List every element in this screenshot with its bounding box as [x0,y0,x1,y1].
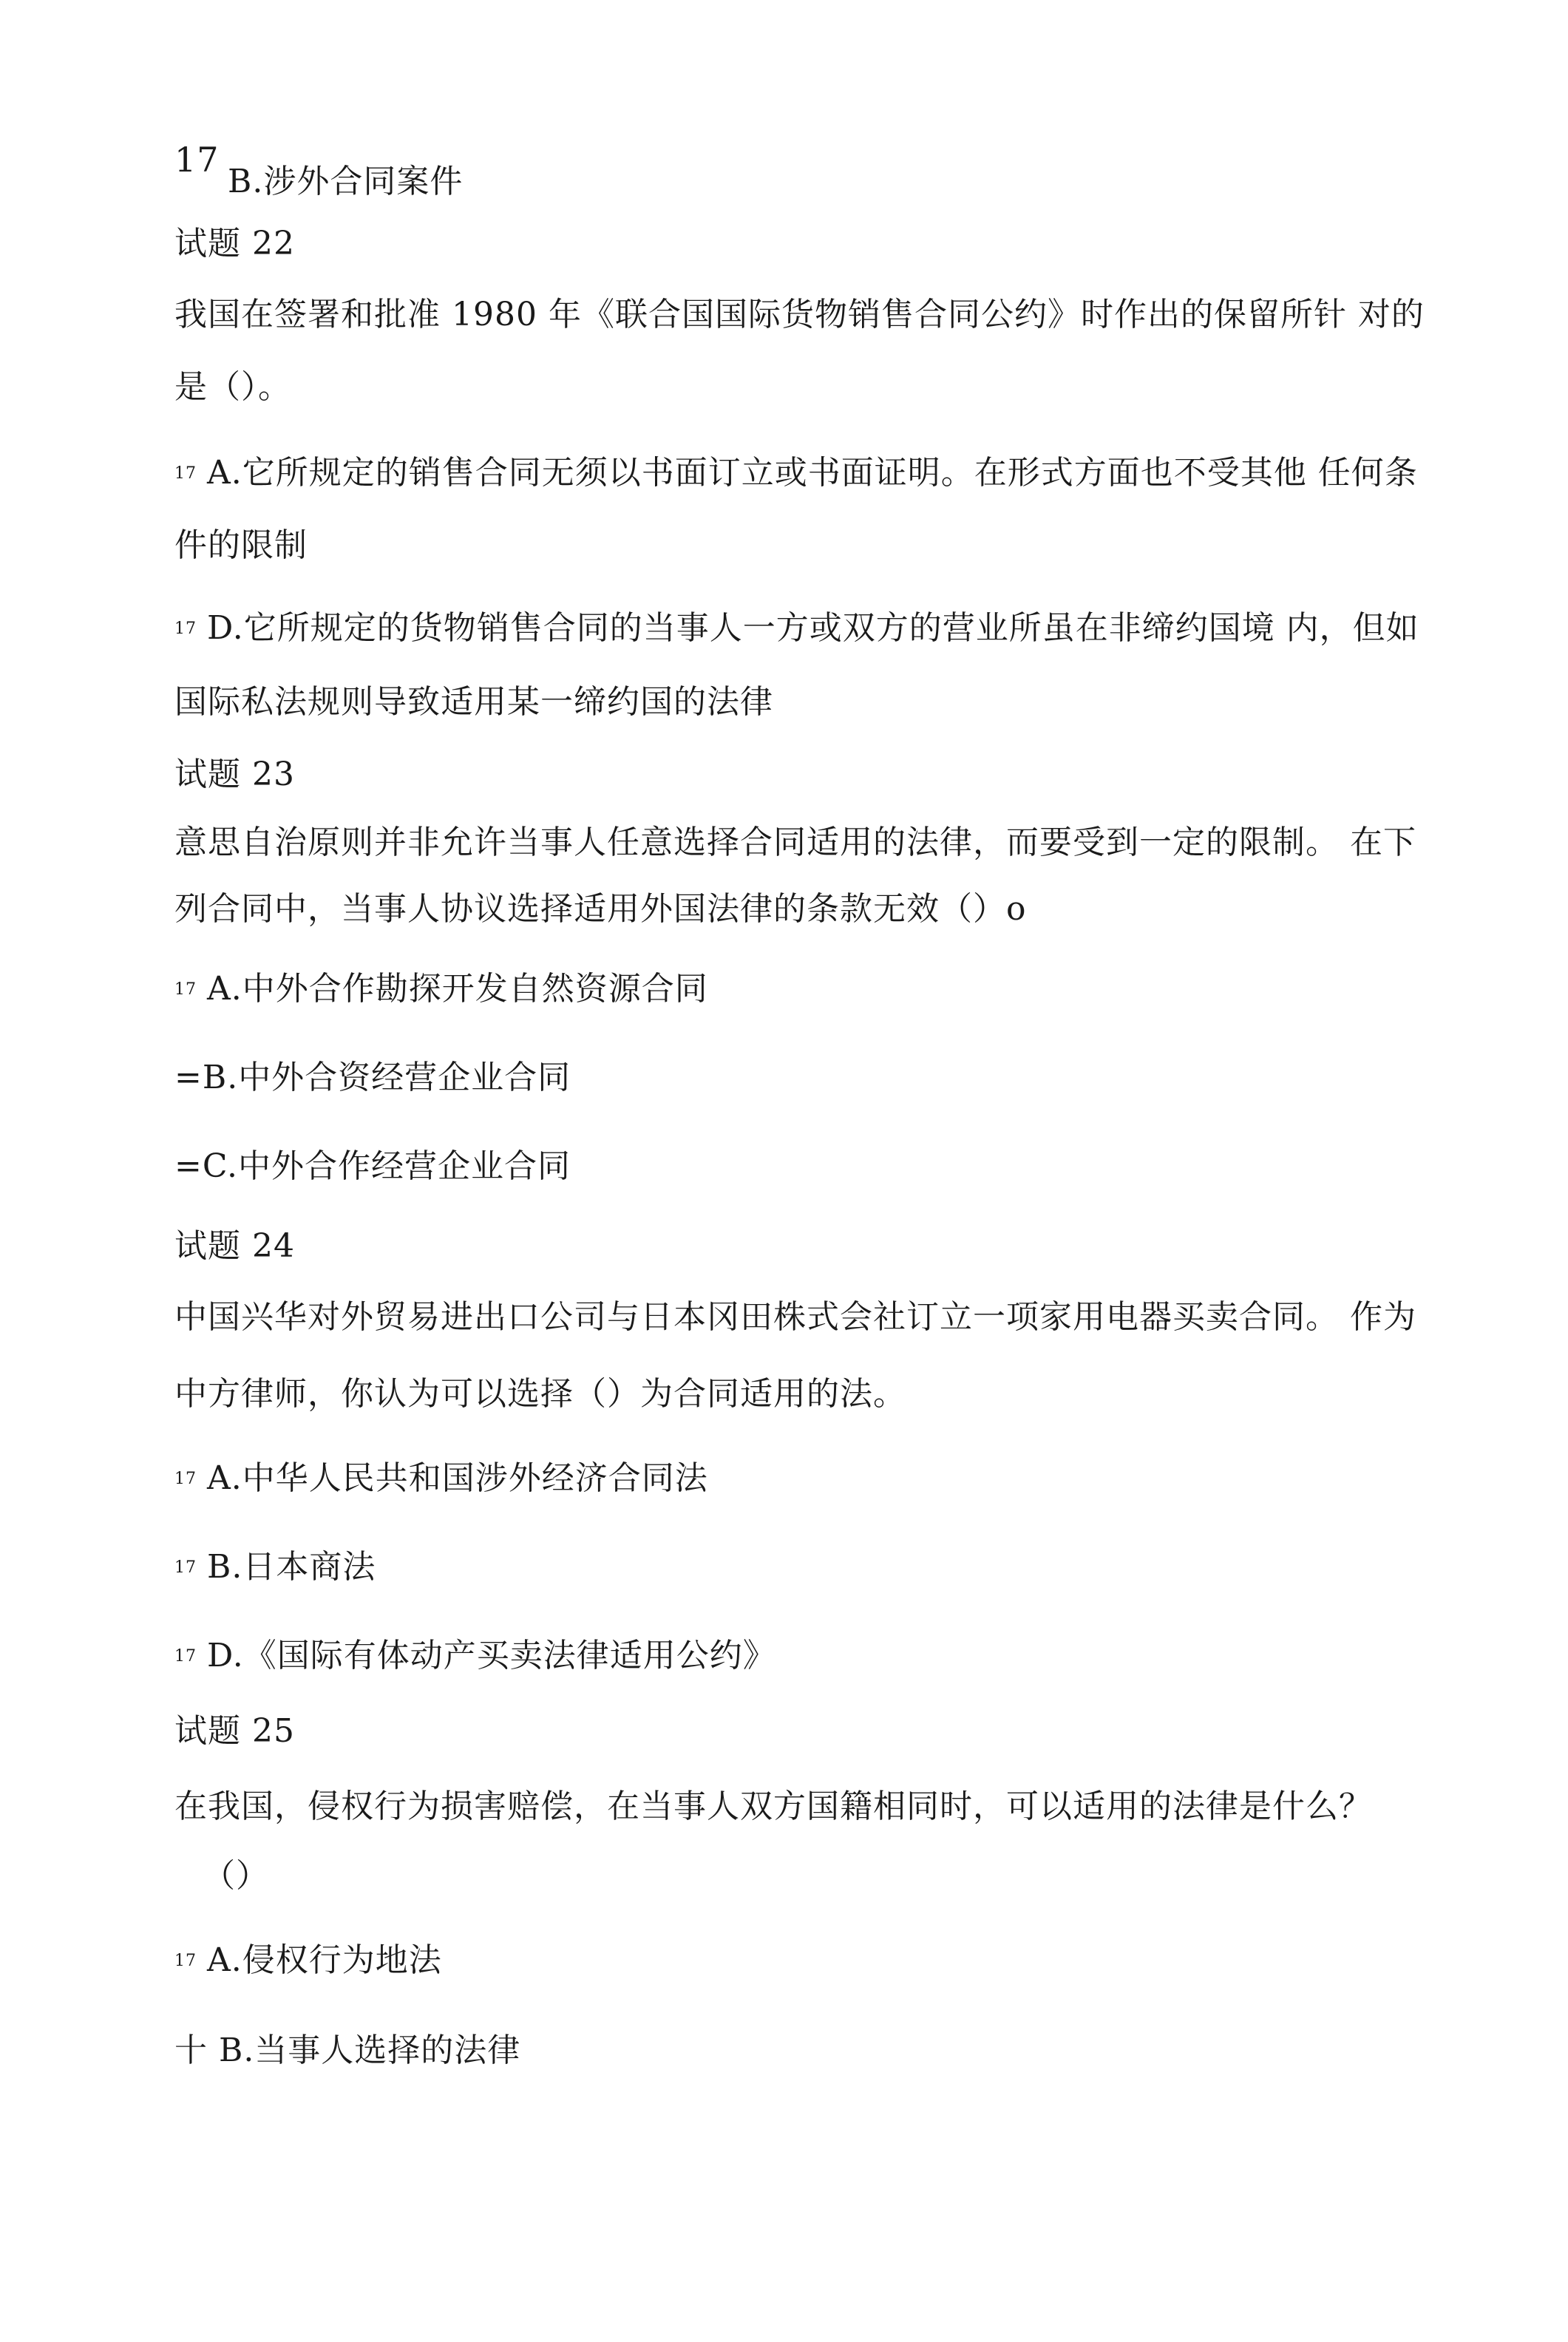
q22-stem-line-2: 是（）。 [174,368,291,406]
option-text: D.它所规定的货物销售合同的当事人一方或双方的营业所虽在非缔约国境 内，但如 [207,609,1419,647]
option-text: B.涉外合同案件 [228,163,464,200]
q23-option-b: =B.中外合资经营企业合同 [174,1059,571,1096]
q25-stem-line-1: 在我国，侵权行为损害赔偿，在当事人双方国籍相同时，可以适用的法律是什么？ [174,1788,1372,1825]
q23-stem-line-1: 意思自治原则并非允许当事人任意选择合同适用的法律，而要受到一定的限制。 在下 [174,824,1416,861]
q22-option-d-line-2: 国际私法规则导致适用某一缔约国的法律 [174,683,773,721]
option-marker: 17 [174,464,197,483]
q23-stem-line-2: 列合同中，当事人协议选择适用外国法律的条款无效（）o [174,890,1027,928]
option-marker: 17 [174,1951,197,1970]
q24-stem-line-1: 中国兴华对外贸易进出口公司与日本冈田株式会社订立一项家用电器买卖合同。 作为 [174,1298,1416,1336]
q25-option-a [174,1940,442,1983]
q22-option-a-line-1 [174,452,1418,496]
q23-option-c: =C.中外合作经营企业合同 [174,1147,571,1185]
q24-stem-line-2: 中方律师，你认为可以选择（）为合同适用的法。 [174,1375,906,1413]
q24-option-d [174,1635,776,1679]
q22-stem-line-1: 我国在签署和批准 1980 年《联合国国际货物销售合同公约》时作出的保留所针 对的 [174,296,1425,333]
option-text: A.中华人民共和国涉外经济合同法 [207,1459,708,1497]
option-marker: 17 [174,1558,197,1577]
q25-stem-line-2: （） [203,1857,269,1895]
q23-title: 试题 23 [174,756,295,793]
option-marker: 17 [174,1646,197,1666]
option-text: B.日本商法 [207,1548,376,1586]
option-marker: 17 [174,980,197,999]
q24-title: 试题 24 [174,1227,295,1265]
q24-option-a [174,1458,708,1501]
q22-option-d-line-1 [174,608,1419,651]
option-text: A.侵权行为地法 [207,1941,442,1979]
option-marker: 17 [174,1469,197,1488]
q22-option-a-line-2: 件的限制 [174,526,308,564]
q23-option-a [174,968,708,1012]
option-marker: 17 [174,619,197,638]
q24-option-b [174,1547,376,1590]
q21-option-b [174,140,464,203]
option-text: A.中外合作勘探开发自然资源合同 [207,970,708,1008]
option-marker: 17 [174,140,220,180]
q25-option-b: 十 B.当事人选择的法律 [174,2032,521,2069]
q22-title: 试题 22 [174,225,295,262]
option-text: D.《国际有体动产买卖法律适用公约》 [207,1637,776,1674]
option-text: A.它所规定的销售合同无须以书面订立或书面证明。在形式方面也不受其他 任何条 [207,454,1418,492]
q25-title: 试题 25 [174,1712,295,1750]
